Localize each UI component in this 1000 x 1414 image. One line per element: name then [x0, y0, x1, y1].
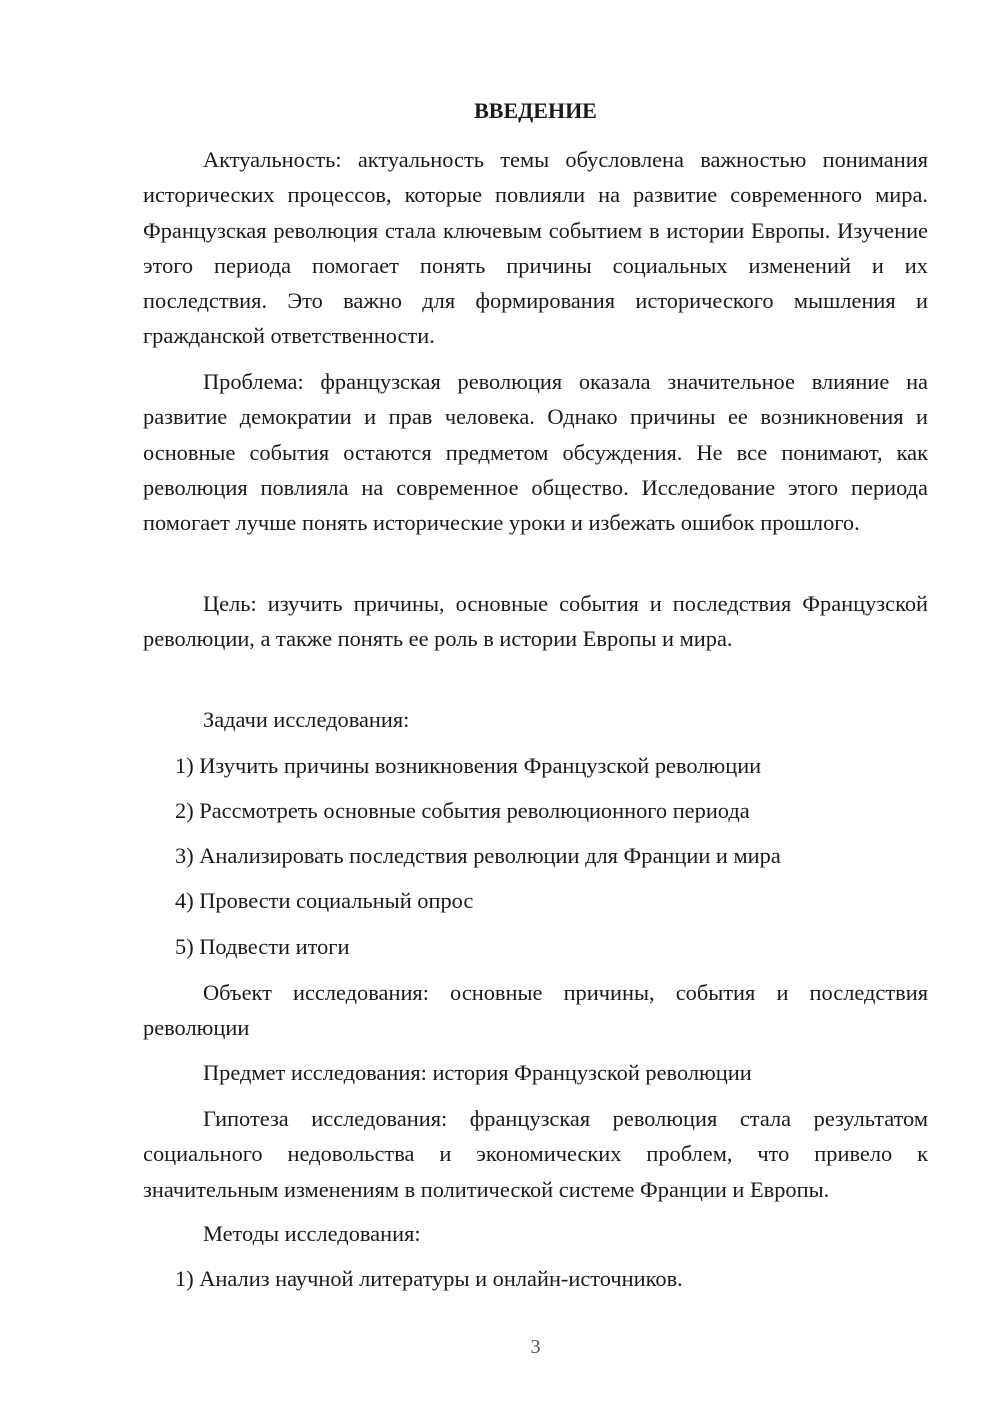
method-item: 1) Анализ научной литературы и онлайн-источников. [175, 1266, 683, 1291]
document-page [143, 0, 928, 1414]
tasks-heading: Задачи исследования: [203, 707, 410, 732]
page-number: 3 [530, 1336, 541, 1358]
paragraph-subject: Предмет исследования: история Французской революции [203, 1060, 752, 1085]
paragraph-hypothesis: Гипотеза исследования: французская революция стала результатом социального недовольства и экономических проблем, что привело к значительным изменениям в политической системе Франции и Европы. [143, 1106, 928, 1202]
methods-heading: Методы исследования: [203, 1221, 421, 1246]
task-item: 4) Провести социальный опрос [175, 888, 474, 913]
paragraph-relevance: Актуальность: актуальность темы обусловлена важностью понимания исторических процессов, которые повлияли на развитие современного мира. Французская революция стала ключевым событием в истории Европы. Изучение этого периода помогает понять причины социальных изменений и их последствия. Это важно для формирования исторического мышления и гражданской ответственности. [143, 147, 928, 349]
task-item: 3) Анализировать последствия революции для Франции и мира [175, 843, 781, 868]
paragraph-goal: Цель: изучить причины, основные события и последствия Французской революции, а также понять ее роль в истории Европы и мира. [143, 591, 928, 652]
task-item: 2) Рассмотреть основные события революционного периода [175, 798, 750, 823]
page-title: ВВЕДЕНИЕ [474, 98, 597, 123]
task-item: 1) Изучить причины возникновения Французской революции [175, 753, 762, 778]
task-item: 5) Подвести итоги [175, 934, 350, 959]
paragraph-problem: Проблема: французская революция оказала значительное влияние на развитие демократии и прав человека. Однако причины ее возникновения и основные события остаются предметом обсуждения. Не все понимают, как революция повлияла на современное общество. Исследование этого периода помогает лучше понять исторические уроки и избежать ошибок прошлого. [143, 369, 928, 536]
paragraph-object: Объект исследования: основные причины, события и последствия революции [143, 980, 928, 1041]
